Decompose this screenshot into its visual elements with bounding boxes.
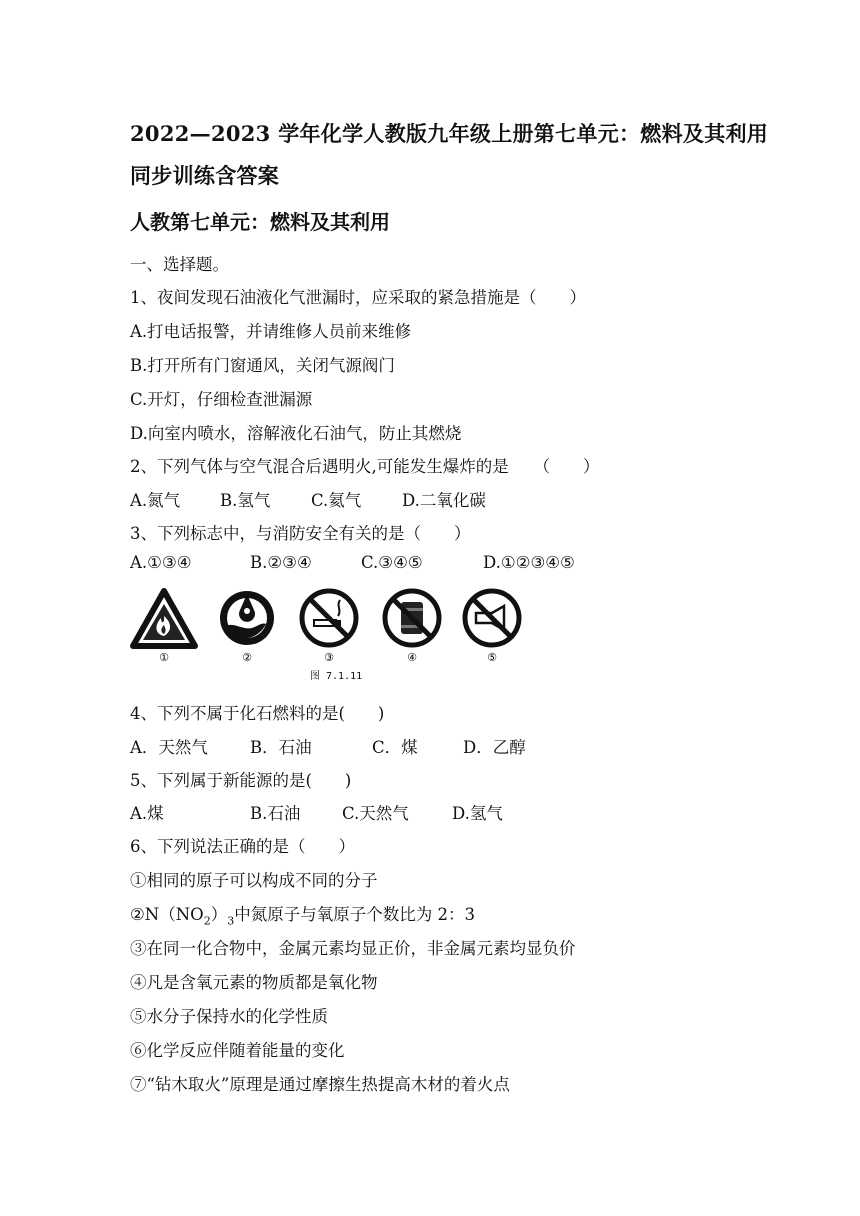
sign-label-4: ④ [407, 651, 417, 664]
question-4-option-a: A．天然气 [130, 738, 208, 757]
question-2-option-a: A.氮气 [130, 491, 181, 510]
question-3-stem: 3、下列标志中，与消防安全有关的是（ ） [130, 524, 471, 543]
sign-label-3: ③ [324, 651, 334, 664]
statement-6: ⑥化学反应伴随着能量的变化 [130, 1041, 345, 1060]
question-1-stem: 1、夜间发现石油液化气泄漏时，应采取的紧急措施是（ ） [130, 288, 586, 307]
question-4-option-b: B．石油 [250, 738, 312, 757]
question-3-option-a: A.①③④ [130, 553, 192, 572]
question-2-option-b: B.氢气 [220, 491, 271, 510]
question-6-stem: 6、下列说法正确的是（ ） [130, 837, 355, 856]
question-3-option-b: B.②③④ [250, 553, 312, 572]
figure-caption: 图 7.1.11 [310, 671, 363, 682]
water-conservation-sign-icon [220, 591, 274, 645]
document-title-line2: 同步训练含答案 [130, 163, 280, 188]
sign-label-5: ⑤ [487, 651, 497, 664]
sign-label-1: ① [159, 651, 169, 664]
statement-7: ⑦“钻木取火”原理是通过摩擦生热提高木材的着火点 [130, 1075, 510, 1094]
question-4-option-d: D．乙醇 [463, 738, 526, 757]
statement-3: ③在同一化合物中，金属元素均显正价，非金属元素均显负价 [130, 939, 576, 958]
flammable-warning-sign-icon [133, 591, 195, 646]
question-5-option-a: A.煤 [130, 804, 164, 823]
sign-label-2: ② [242, 651, 252, 664]
no-smoking-sign-icon [302, 591, 356, 645]
question-5-stem: 5、下列属于新能源的是( ) [130, 771, 352, 790]
no-flammable-storage-sign-icon [385, 591, 439, 645]
question-1-option-c: C.开灯，仔细检查泄漏源 [130, 390, 313, 409]
statement-4: ④凡是含氧元素的物质都是氧化物 [130, 973, 378, 992]
question-5-option-c: C.天然气 [342, 804, 409, 823]
question-4-option-c: C．煤 [372, 738, 418, 757]
question-2-option-c: C.氦气 [311, 491, 362, 510]
part-heading: 一、选择题。 [130, 255, 229, 274]
question-1-option-b: B.打开所有门窗通风，关闭气源阀门 [130, 356, 395, 375]
statement-2: $②N(NO_2)_3$中氮原子与氧原子个数比为 2：3 [130, 905, 475, 928]
question-4-stem: 4、下列不属于化石燃料的是( ) [130, 704, 385, 723]
section-heading: 人教第七单元：燃料及其利用 [130, 210, 390, 234]
question-3-option-c: C.③④⑤ [361, 553, 423, 572]
question-5-option-b: B.石油 [250, 804, 301, 823]
document-title-line1: 2022—2023 学年化学人教版九年级上册第七单元：燃料及其利用 [130, 121, 769, 146]
question-2-option-d: D.二氧化碳 [402, 491, 486, 510]
question-1-option-a: A.打电话报警，并请维修人员前来维修 [130, 322, 412, 341]
question-5-option-d: D.氢气 [452, 804, 503, 823]
question-2-stem: 2、下列气体与空气混合后遇明火,可能发生爆炸的是 （ ） [130, 457, 600, 476]
statement-1: ①相同的原子可以构成不同的分子 [130, 871, 378, 890]
statement-5: ⑤水分子保持水的化学性质 [130, 1007, 328, 1026]
no-honking-sign-icon [465, 591, 519, 645]
question-3-option-d: D.①②③④⑤ [483, 553, 575, 572]
question-1-option-d: D.向室内喷水，溶解液化石油气，防止其燃烧 [130, 424, 462, 443]
